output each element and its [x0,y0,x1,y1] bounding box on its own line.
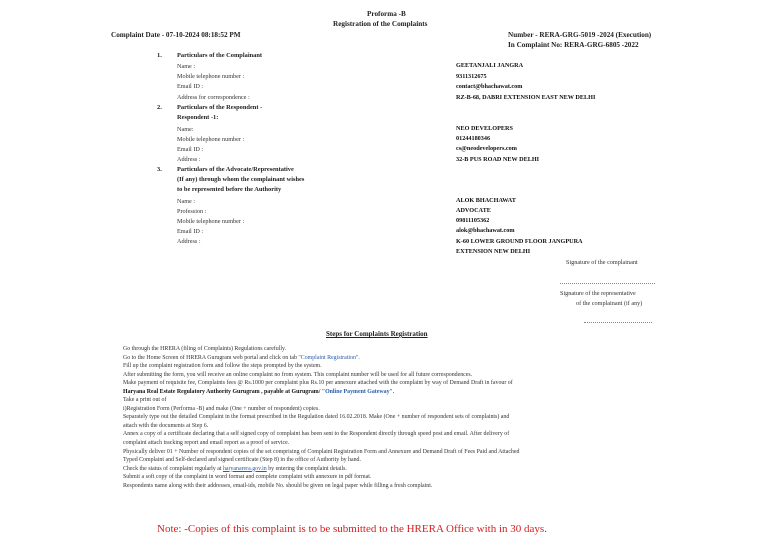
respondent-email: cs@neodevelopers.com [456,145,517,152]
step-line: Annex a copy of a certificate declaring that a self signed copy of complaint has been sent to the Respondent directly through speed post and email. After delivery of [123,431,510,438]
form-name: Proforma -B [367,10,406,18]
step-text: Go to the Home Screen of HRERA Gurugram web portal and click on tab [123,354,299,361]
haryanarera-link[interactable]: haryanarera.gov.in [222,465,267,472]
step-line: Typed Complaint and Self-declared and signed certificate (Step 8) in the office of Authority by hand. [123,457,361,464]
submission-note: Note: -Copies of this complaint is to be submitted to the HRERA Office with in 30 days. [157,523,547,535]
advocate-phone-label: Mobile telephone number : [177,218,245,225]
section-1-title: Particulars of the Complainant [177,52,263,59]
step-text: Check the status of complaint regularly at [123,465,223,472]
advocate-email: alok@bhachawat.com [456,227,515,234]
step-text: Haryana Real Estate Regulatory Authority Gurugram , payable at Gurugram/ [123,388,322,395]
section-2-subtitle: Respondent -1: [177,114,219,121]
step-line [123,354,653,363]
step-line: attach with the documents at Step 6. [123,422,209,429]
step-line: After submitting the form, you will receive an online complaint no from system. This complaint number will be used for all future correspondences. [123,371,473,378]
step-line [123,388,653,397]
complainant-address-label: Address for correspondence : [177,94,250,101]
complainant-email: contact@bhachawat.com [456,83,523,90]
section-3-title: Particulars of the Advocate/Representative [177,166,294,173]
respondent-email-label: Email ID : [177,146,204,153]
respondent-address: 32-B PUS ROAD NEW DELHI [456,156,540,163]
step-line: i)Registration Form (Performa -B) and make (One + number of respondent) copies. [123,405,320,412]
section-2-title: Particulars of the Respondent - [177,104,263,111]
online-payment-gateway-link[interactable]: "Online Payment Gateway". [321,388,395,395]
advocate-profession-label: Profession : [177,208,207,215]
step-line: Physically deliver 01 + Number of respondent copies of the set comprising of Complaint Registration Form and Annexure and Demand Draft of Fees Paid and Attached [123,448,520,455]
advocate-name-label: Name : [177,198,196,205]
signature-dotted-line [584,322,652,323]
complainant-phone: 9311312675 [456,73,487,80]
respondent-name: NEO DEVELOPERS [456,125,513,132]
section-3-number: 3. [157,166,162,173]
complaint-number: Number - RERA-GRG-5019 -2024 (Execution) [508,31,652,39]
complainant-email-label: Email ID : [177,83,204,90]
complainant-phone-label: Mobile telephone number : [177,73,245,80]
step-line: Fill up the complaint registration form and follow the steps prompted by the system. [123,363,322,370]
form-title: Registration of the Complaints [333,20,428,28]
complainant-name-label: Name : [177,63,196,70]
step-line: Respondents name along with their addresses, email-ids, mobile No. should be given on legal paper while filling a fresh complaint. [123,482,433,489]
advocate-name: ALOK BHACHAWAT [456,197,516,204]
section-3-title-line2: (If any) through whom the complainant wishes [177,176,305,183]
step-line: Separately type out the detailed Complaint in the format prescribed in the Regulation dated 16.02.2018. Make (One + number of respondent sets of complaints) and [123,414,510,421]
step-line: Make payment of requisite fee, Complaints fees @ Rs.1000 per complaint plus Rs.10 per annexure attached with the complaint by way of Demand Draft in favour of [123,380,513,387]
steps-title: Steps for Complaints Registration [326,330,428,338]
step-line: Take a print out of [123,397,167,404]
complainant-signature-label: Signature of the complainant [566,259,638,266]
advocate-address-line2: EXTENSION NEW DELHI [456,248,531,255]
section-3-title-line3: to be represented before the Authority [177,186,282,193]
in-complaint-number: In Complaint No: RERA-GRG-6805 -2022 [508,41,639,49]
complaint-registration-link[interactable]: "Complaint Registration". [298,354,360,361]
representative-signature-sublabel: of the complainant (if any) [576,300,643,307]
complainant-name: GEETANJALI JANGRA [456,62,524,69]
step-line: complaint attach tracking report and email report as a proof of service. [123,440,290,447]
step-text: by entering the complaint details. [266,465,347,472]
advocate-address-line1: K-60 LOWER GROUND FLOOR JANGPURA [456,238,583,245]
respondent-phone: 01244180346 [456,135,491,142]
advocate-address-label: Address : [177,238,201,245]
respondent-name-label: Name: [177,126,194,133]
step-line: Submit a soft copy of the complaint in word format and complete complaint with annexure in pdf format. [123,474,372,481]
step-line [123,465,653,474]
section-1-number: 1. [157,52,162,59]
respondent-phone-label: Mobile telephone number : [177,136,245,143]
advocate-email-label: Email ID : [177,228,204,235]
representative-signature-label: Signature of the representative [560,290,636,297]
complainant-address: RZ-B-68, DABRI EXTENSION EAST NEW DELHI [456,94,596,101]
step-line: Go through the HRERA (filing of Complaints) Regulations carefully. [123,346,287,352]
respondent-address-label: Address : [177,156,201,163]
complaint-date: Complaint Date - 07-10-2024 08:18:52 PM [111,31,241,39]
steps-list [123,345,653,490]
section-2-number: 2. [157,104,162,111]
advocate-phone: 09811105362 [456,217,490,224]
representative-signature-line [560,283,655,284]
advocate-profession: ADVOCATE [456,207,491,214]
